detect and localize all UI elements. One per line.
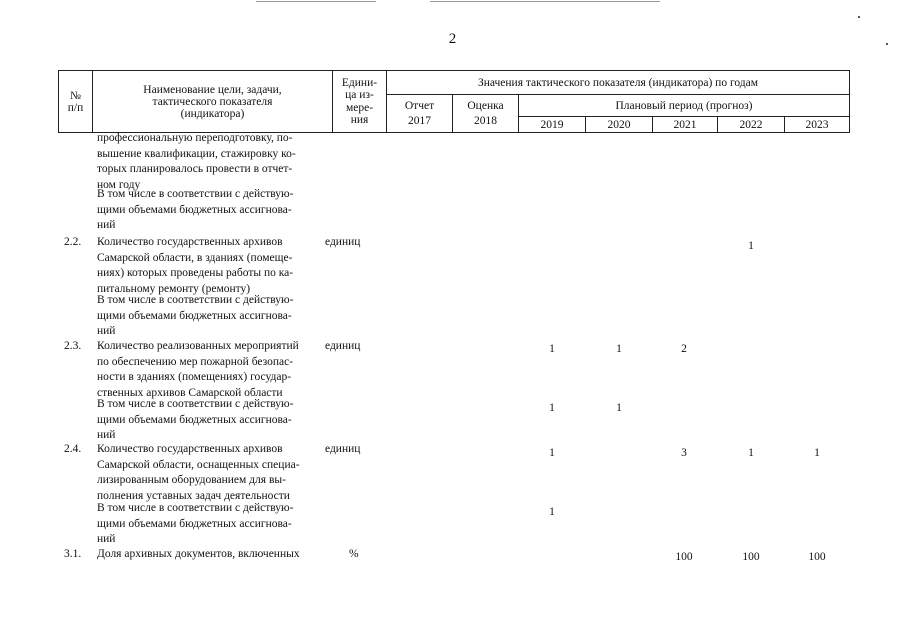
header-plan: Плановый период (прогноз) — [518, 94, 850, 117]
header-report: Отчет 2017 — [386, 94, 453, 133]
row-number: 2.4. — [64, 443, 82, 455]
value-2021: 2 — [681, 343, 687, 355]
value-2020: 1 — [616, 343, 622, 355]
header-num: № п/п — [58, 70, 93, 133]
header-year: 2023 — [784, 116, 850, 133]
value-2019: 1 — [549, 447, 555, 459]
row-text: Количество реализованных мероприятий по обеспечению мер пожарной безопас- ности в зданиях (помещениях) государ- ственных архивов Самарской области — [97, 340, 299, 399]
row-text: профессиональную переподготовку, по- вышение квалификации, стажировку ко- торых планировалось провести в отчет- ном году — [97, 132, 296, 191]
value-2019: 1 — [549, 402, 555, 414]
header-year: 2020 — [585, 116, 653, 133]
row-number: 2.2. — [64, 236, 82, 248]
row-text: В том числе в соответствии с действую- щими объемами бюджетных ассигнова- ний — [97, 398, 294, 441]
row-unit: единиц — [325, 236, 361, 248]
header-year: 2021 — [652, 116, 718, 133]
header-year: 2019 — [518, 116, 586, 133]
row-text: Количество государственных архивов Самарской области, оснащенных специа- лизированным оборудованием для вы- полнения уставных задач деятельности — [97, 443, 300, 502]
scan-edge-line — [256, 1, 376, 2]
row-number: 3.1. — [64, 548, 82, 560]
value-2020: 1 — [616, 402, 622, 414]
value-2022: 1 — [748, 447, 754, 459]
row-text: В том числе в соответствии с действую- щими объемами бюджетных ассигнова- ний — [97, 294, 294, 337]
row-text: Доля архивных документов, включенных — [97, 548, 300, 560]
row-text: В том числе в соответствии с действую- щими объемами бюджетных ассигнова- ний — [97, 502, 294, 545]
page-number: 2 — [448, 31, 457, 47]
value-2023: 1 — [814, 447, 820, 459]
row-text: Количество государственных архивов Самарской области, в зданиях (помеще- ниях) которых проведены работы по ка- питальному ремонту (ремонту) — [97, 236, 294, 295]
header-year: 2022 — [717, 116, 785, 133]
scan-edge-line — [430, 1, 660, 2]
row-unit: единиц — [325, 340, 361, 352]
row-unit: единиц — [325, 443, 361, 455]
value-2023: 100 — [808, 551, 826, 563]
value-2019: 1 — [549, 343, 555, 355]
header-estimate: Оценка 2018 — [452, 94, 519, 133]
header-unit: Едини- ца из- мере- ния — [332, 70, 387, 133]
header-name: Наименование цели, задачи, тактического показателя (индикатора) — [92, 70, 333, 133]
row-number: 2.3. — [64, 340, 82, 352]
row-text: В том числе в соответствии с действую- щими объемами бюджетных ассигнова- ний — [97, 188, 294, 231]
scan-speck — [858, 16, 860, 18]
row-unit: % — [349, 548, 359, 560]
value-2022: 100 — [742, 551, 760, 563]
header-values-title: Значения тактического показателя (индикатора) по годам — [386, 70, 850, 95]
value-2019: 1 — [549, 506, 555, 518]
value-2021: 100 — [675, 551, 693, 563]
value-2021: 3 — [681, 447, 687, 459]
value-2022: 1 — [748, 240, 754, 252]
